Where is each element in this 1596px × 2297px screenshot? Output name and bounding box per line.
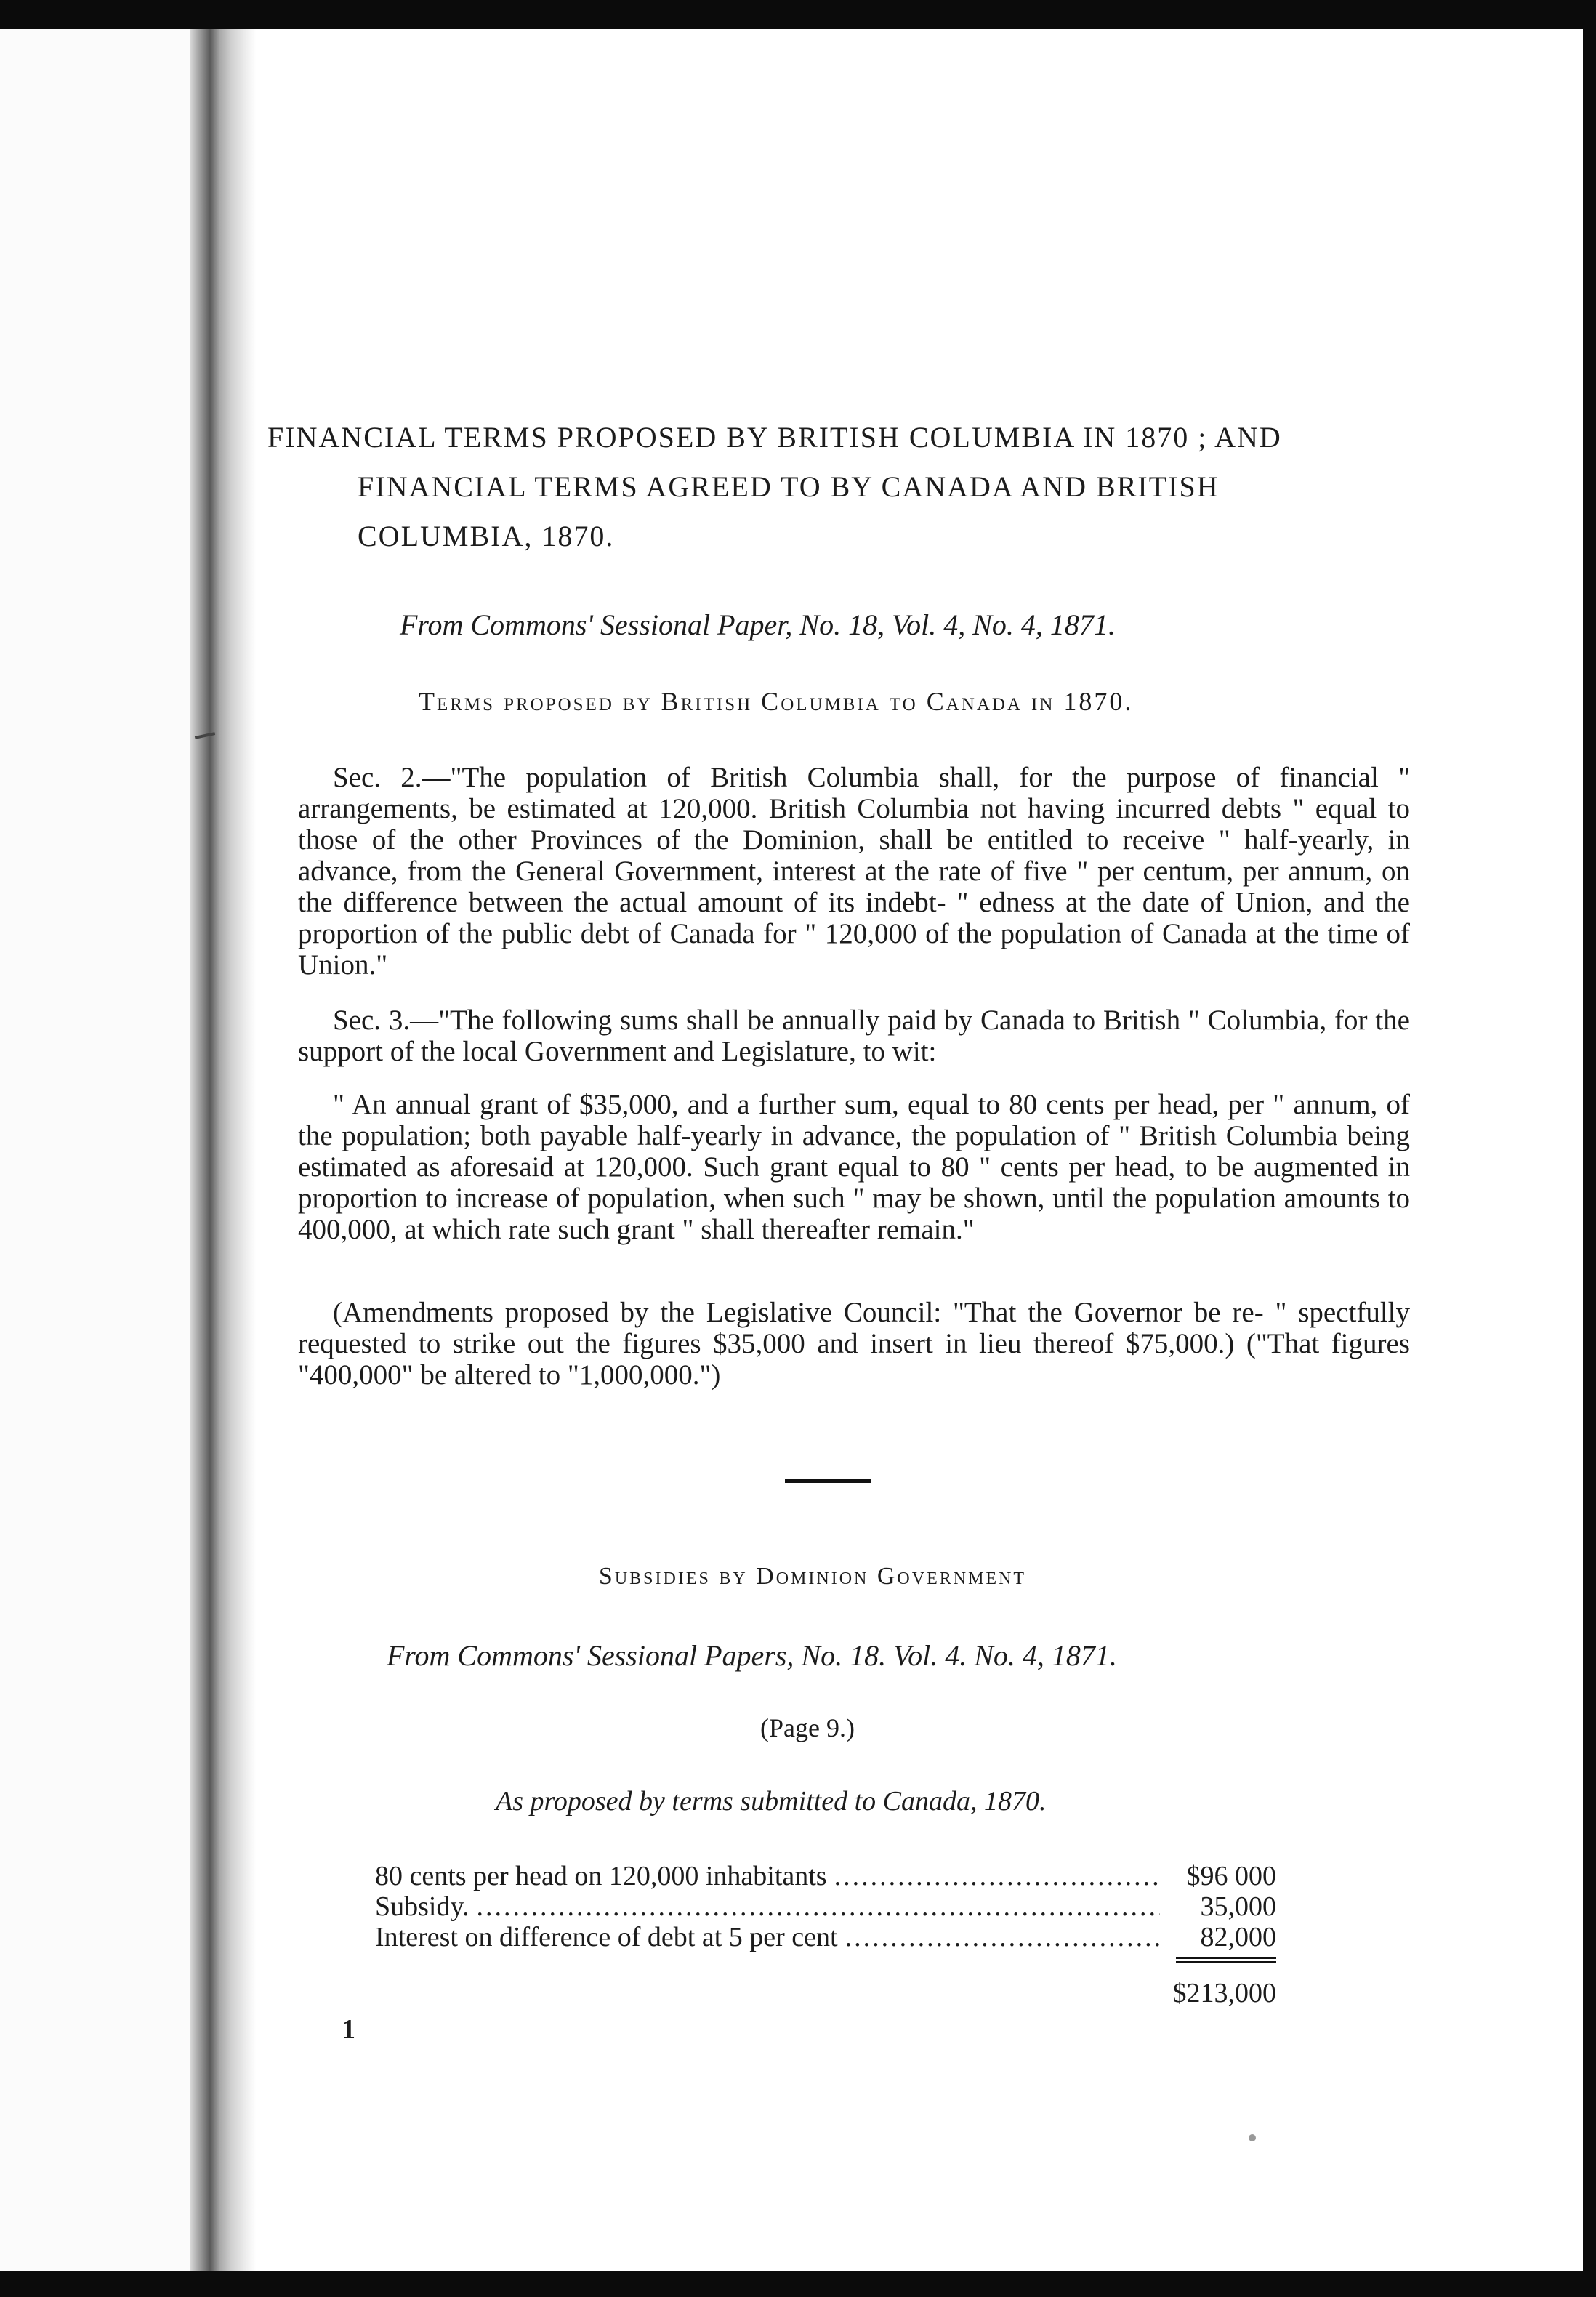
- paragraph-amendments: (Amendments proposed by the Legislative Council: "That the Governor be re- " spectfully requested to strike out the figures $35,000 and insert in lieu thereof $75,000.) ("That figures "400,000" be altered to "1,000,000."): [298, 1297, 1410, 1391]
- subsidy-row: [375, 1891, 1276, 1922]
- subsidy-row: [375, 1922, 1276, 1952]
- dot-leader: [477, 1891, 1160, 1922]
- scan-border-top: [0, 0, 1596, 29]
- document-title: [267, 413, 1430, 561]
- total-rule: [1176, 1957, 1276, 1959]
- paragraph-sec-3: Sec. 3.—"The following sums shall be annually paid by Canada to British " Columbia, for the support of the local Government and Legislature, to wit:: [298, 1005, 1410, 1067]
- scan-border-bottom: [0, 2271, 1596, 2297]
- scan-border-right: [1583, 0, 1596, 2297]
- title-line-2: FINANCIAL TERMS AGREED TO BY CANADA AND BRITISH: [358, 470, 1220, 503]
- page-reference: (Page 9.): [760, 1713, 855, 1742]
- section-divider: [785, 1479, 871, 1483]
- row-amount: $96 000: [1186, 1861, 1276, 1891]
- speck-mark: [1249, 2134, 1256, 2141]
- folio-number: 1: [342, 2014, 355, 2045]
- paragraph-grant: " An annual grant of $35,000, and a further sum, equal to 80 cents per head, per " annum, of the population; both payable half-yearly in advance, the population of " British Columbia being estimated as aforesaid at 120,000. Such grant equal to 80 " cents per head, to be augmented in proportion to increase of population, when such " may be shown, until the population amounts to 400,000, at which rate such grant " shall thereafter remain.": [298, 1089, 1410, 1245]
- row-amount: 82,000: [1200, 1922, 1276, 1952]
- row-label: Interest on difference of debt at 5 per cent: [375, 1922, 838, 1952]
- subsidy-table: [375, 1861, 1276, 1952]
- row-amount: 35,000: [1200, 1891, 1276, 1922]
- facing-page: [0, 29, 190, 2271]
- total-rule-double: [1176, 1961, 1276, 1963]
- subsidies-heading: Subsidies by Dominion Government: [598, 1563, 1027, 1590]
- source-citation: From Commons' Sessional Paper, No. 18, Vol. 4, No. 4, 1871.: [400, 608, 1116, 641]
- row-label: 80 cents per head on 120,000 inhabitants: [375, 1861, 827, 1891]
- paragraph-sec-2: Sec. 2.—"The population of British Columbia shall, for the purpose of financial " arrangements, be estimated at 120,000. British Columbia not having incurred debts " equal to those of the other Provinces of the Dominion, shall be entitled to receive " half-yearly, in advance, from the General Government, interest at the rate of five " per centum, per annum, on the difference between the actual amount of its indebt- " edness at the date of Union, and the proportion of the public debt of Canada for " 120,000 of the population of Canada at the time of Union.": [298, 762, 1410, 981]
- row-label: Subsidy.: [375, 1891, 469, 1922]
- subsidy-row: [375, 1861, 1276, 1891]
- subsidies-source: From Commons' Sessional Papers, No. 18. Vol. 4. No. 4, 1871.: [387, 1639, 1117, 1672]
- dot-leader: [845, 1922, 1160, 1952]
- subsidy-total: $213,000: [1172, 1978, 1276, 2008]
- proposed-caption: As proposed by terms submitted to Canada, 1870.: [496, 1786, 1047, 1817]
- section-heading: Terms proposed by British Columbia to Canada in 1870.: [419, 687, 1134, 716]
- book-gutter: [190, 29, 256, 2271]
- title-line-1: FINANCIAL TERMS PROPOSED BY BRITISH COLUMBIA IN 1870 ; AND: [267, 421, 1282, 454]
- title-line-3: COLUMBIA, 1870.: [358, 520, 615, 552]
- dot-leader: [834, 1861, 1160, 1891]
